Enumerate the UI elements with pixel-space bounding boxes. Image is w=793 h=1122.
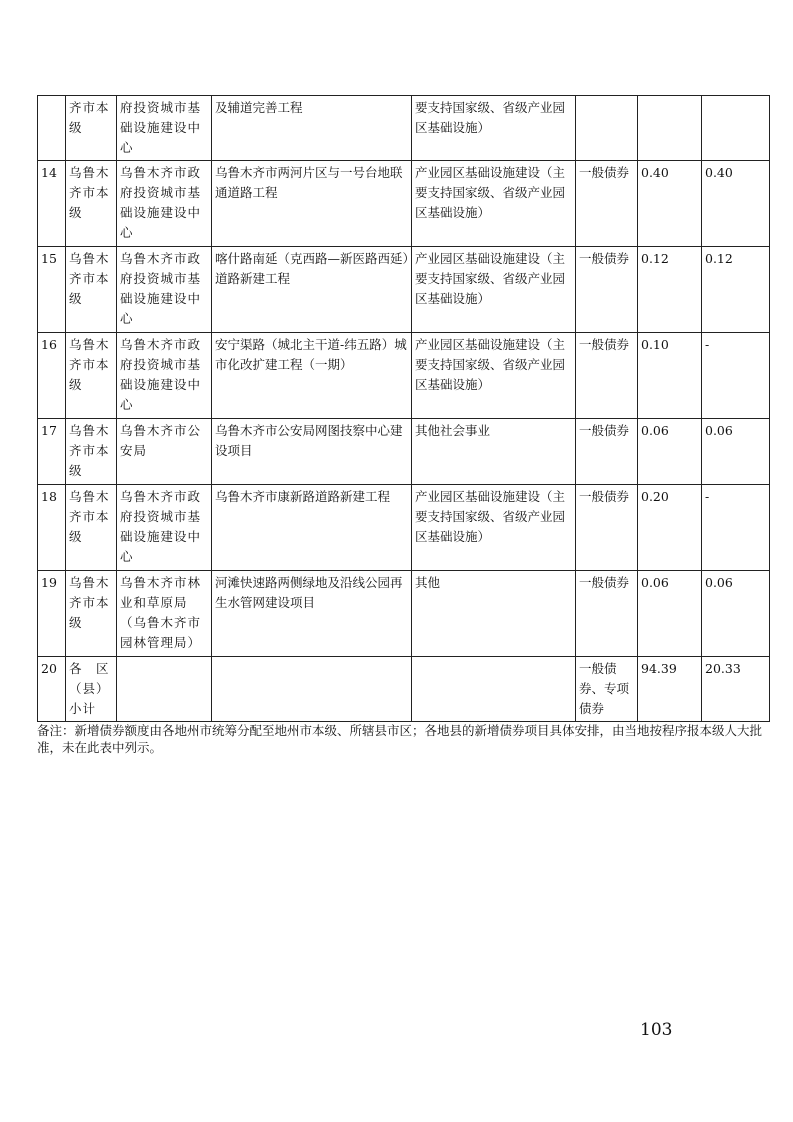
cell-category: 产业园区基础设施建设（主要支持国家级、省级产业园区基础设施） [412,485,576,571]
cell-region: 乌鲁木齐市本级 [66,419,117,485]
cell-amount: 0.10 [638,333,702,419]
table-row [38,161,770,247]
cell-no: 17 [38,419,66,485]
table-row [38,333,770,419]
cell-amount-2 [702,96,770,161]
cell-amount: 0.06 [638,571,702,657]
cell-category: 产业园区基础设施建设（主要支持国家级、省级产业园区基础设施） [412,333,576,419]
cell-region: 乌鲁木齐市本级 [66,161,117,247]
cell-debt-type: 一般债券 [576,485,638,571]
cell-unit [117,657,212,722]
cell-debt-type [576,96,638,161]
cell-unit: 乌鲁木齐市林业和草原局（乌鲁木齐市园林管理局） [117,571,212,657]
table-row [38,96,770,161]
cell-region: 各 区（县）小计 [66,657,117,722]
cell-no: 18 [38,485,66,571]
cell-debt-type: 一般债券 [576,571,638,657]
cell-amount: 0.40 [638,161,702,247]
cell-amount-2: 0.40 [702,161,770,247]
cell-region: 齐市本级 [66,96,117,161]
table-row [38,485,770,571]
cell-amount: 94.39 [638,657,702,722]
table-row [38,571,770,657]
cell-debt-type: 一般债券 [576,247,638,333]
cell-amount: 0.12 [638,247,702,333]
debt-project-table [37,95,770,722]
cell-unit: 乌鲁木齐市政府投资城市基础设施建设中心 [117,161,212,247]
cell-unit: 乌鲁木齐市公安局 [117,419,212,485]
cell-category: 其他 [412,571,576,657]
cell-unit: 乌鲁木齐市政府投资城市基础设施建设中心 [117,247,212,333]
cell-amount-2: 0.06 [702,419,770,485]
cell-region: 乌鲁木齐市本级 [66,485,117,571]
cell-unit: 乌鲁木齐市政府投资城市基础设施建设中心 [117,333,212,419]
cell-debt-type: 一般债券、专项债券 [576,657,638,722]
cell-no: 19 [38,571,66,657]
cell-debt-type: 一般债券 [576,333,638,419]
cell-project: 安宁渠路（城北主干道-纬五路）城市化改扩建工程（一期） [212,333,412,419]
cell-debt-type: 一般债券 [576,161,638,247]
cell-category: 其他社会事业 [412,419,576,485]
cell-project [212,657,412,722]
cell-no [38,96,66,161]
cell-amount-2: 20.33 [702,657,770,722]
cell-project: 乌鲁木齐市两河片区与一号台地联通道路工程 [212,161,412,247]
cell-amount-2: - [702,485,770,571]
cell-project: 河滩快速路两侧绿地及沿线公园再生水管网建设项目 [212,571,412,657]
table-row [38,247,770,333]
cell-unit: 府投资城市基础设施建设中心 [117,96,212,161]
cell-no: 14 [38,161,66,247]
cell-amount-2: - [702,333,770,419]
cell-project: 乌鲁木齐市康新路道路新建工程 [212,485,412,571]
cell-no: 16 [38,333,66,419]
cell-category: 产业园区基础设施建设（主要支持国家级、省级产业园区基础设施） [412,161,576,247]
table-body [38,96,770,722]
table-row [38,419,770,485]
table-footnote: 备注：新增债券额度由各地州市统筹分配至地州市本级、所辖县市区；各地县的新增债券项目具体安排，由当地按程序报本级人大批准，未在此表中列示。 [37,723,763,755]
cell-category: 要支持国家级、省级产业园区基础设施） [412,96,576,161]
cell-project: 乌鲁木齐市公安局网图技察中心建设项目 [212,419,412,485]
cell-unit: 乌鲁木齐市政府投资城市基础设施建设中心 [117,485,212,571]
cell-amount: 0.20 [638,485,702,571]
cell-region: 乌鲁木齐市本级 [66,333,117,419]
cell-debt-type: 一般债券 [576,419,638,485]
cell-category: 产业园区基础设施建设（主要支持国家级、省级产业园区基础设施） [412,247,576,333]
cell-project: 喀什路南延（克西路—新医路西延）道路新建工程 [212,247,412,333]
cell-region: 乌鲁木齐市本级 [66,247,117,333]
table-row [38,657,770,722]
cell-project: 及辅道完善工程 [212,96,412,161]
cell-amount: 0.06 [638,419,702,485]
cell-no: 20 [38,657,66,722]
cell-amount-2: 0.06 [702,571,770,657]
cell-amount-2: 0.12 [702,247,770,333]
cell-category [412,657,576,722]
page-number: 103 [640,1020,673,1040]
cell-amount [638,96,702,161]
cell-region: 乌鲁木齐市本级 [66,571,117,657]
cell-no: 15 [38,247,66,333]
